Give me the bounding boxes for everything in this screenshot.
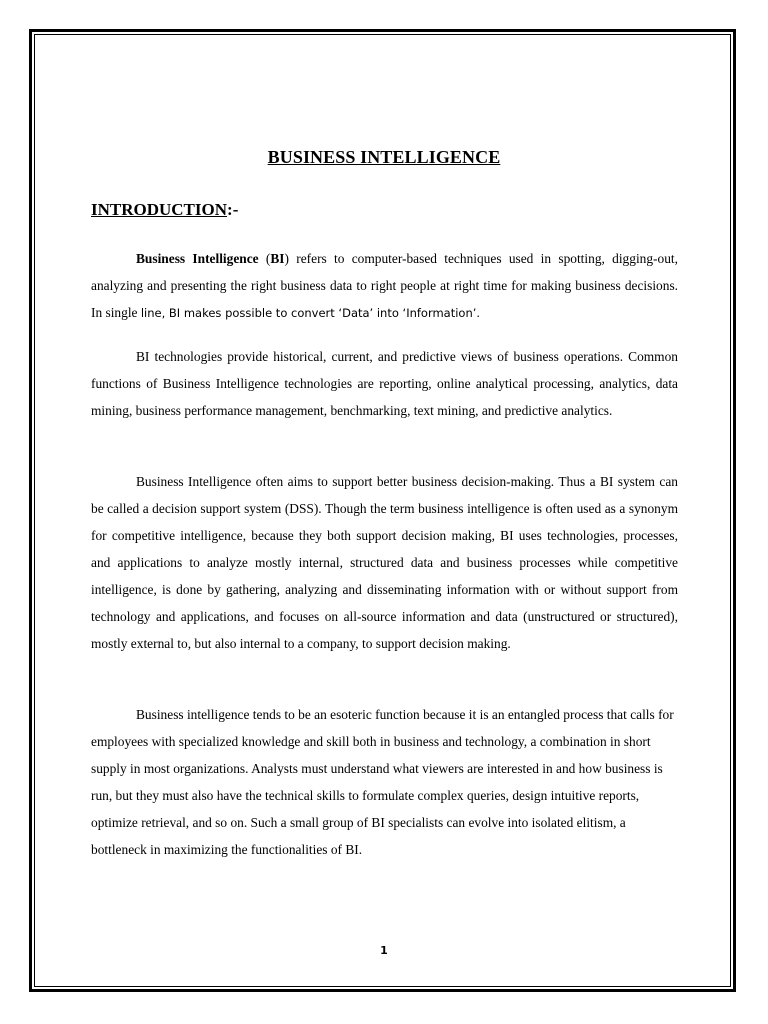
term-bi: BI <box>270 251 285 266</box>
definition-text: ) refers to computer-based techniques used in spotting, digging-out, analyzing and presenting the right business data to right people at right time for making business decisions. In single <box>91 251 678 320</box>
paragraph-decision-support: Business Intelligence often aims to support better business decision-making. Thus a BI system can be called a decision support system (DSS). Though the term business intelligence is often used as a synonym for competitive intelligence, because they both support decision making, BI uses technologies, processes, and applications to analyze mostly internal, structured data and business processes while competitive intelligence, is done by gathering, analyzing and disseminating information with or without support from technology and applications, and focuses on all-source information and data (unstructured or structured), mostly external to, but also internal to a company, to support decision making. <box>91 474 678 651</box>
paragraph-esoteric-function: Business intelligence tends to be an esoteric function because it is an entangled process that calls for employees with specialized knowledge and skill both in business and technology, a combination in short supply in most organizations. Analysts must understand what viewers are interested in and how business is run, but they must also have the technical skills to formulate complex queries, design intuitive reports, optimize retrieval, and so on. Such a small group of BI specialists can evolve into isolated elitism, a bottleneck in maximizing the functionalities of BI. <box>91 707 674 857</box>
page-number: 1 <box>380 944 388 957</box>
paragraph-technologies: BI technologies provide historical, current, and predictive views of business operations. Common functions of Business Intelligence technologies are reporting, online analytical processing, analytics, data mining, business performance management, benchmarking, text mining, and predictive analytics. <box>91 349 678 418</box>
section-heading-suffix: :- <box>227 200 239 219</box>
definition-tail: line, BI makes possible to convert ‘Data’ into ‘Information’. <box>140 306 481 320</box>
section-heading-text: INTRODUCTION <box>91 200 228 219</box>
document-title: BUSINESS INTELLIGENCE <box>267 147 501 167</box>
abbr-open: ( <box>258 251 271 266</box>
paragraph-definition <box>91 245 678 327</box>
section-heading <box>91 200 238 220</box>
term-business-intelligence: Business Intelligence <box>136 251 259 266</box>
